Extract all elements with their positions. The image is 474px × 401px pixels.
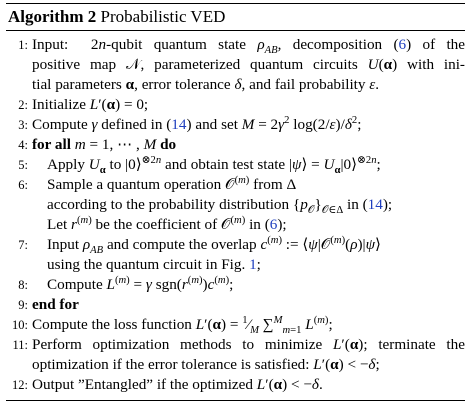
line-number: 1:	[18, 38, 28, 52]
algorithm-header	[6, 4, 465, 30]
line-text: Perform optimization methods to minimize L′(α); terminate the	[32, 336, 465, 353]
line-12	[6, 375, 465, 395]
line-text: Compute the loss function $L'(\alpha) = ^1⁄_M$ ∑$^M_{m=1}$ $L^{(m)}$;	[32, 314, 333, 337]
algorithm-label: Algorithm 2	[8, 7, 97, 26]
line-body	[32, 375, 465, 395]
line-number: 5:	[18, 158, 28, 172]
line-body	[32, 95, 465, 115]
algorithm-block	[6, 3, 465, 401]
line-text: Let $r^{(m)}$ be the coefficient of 𝒪$^{(m)}$ in (6);	[47, 214, 287, 233]
line-9	[6, 295, 465, 315]
line-text: using the quantum circuit in Fig. 1;	[47, 256, 261, 273]
line-number: 4:	[18, 138, 28, 152]
line-body	[32, 175, 465, 235]
line-number: 6:	[18, 178, 28, 192]
line-body	[32, 115, 465, 135]
line-text: positive map 𝒩, parameterized quantum circuits U(α) with ini-	[32, 56, 465, 73]
line-number: 9:	[18, 298, 28, 312]
line-11	[6, 335, 465, 375]
line-number: 2:	[18, 98, 28, 112]
line-number: 8:	[18, 278, 28, 292]
line-text: optimization if the error tolerance is satisfied: L′(α) < −δ;	[32, 356, 380, 373]
line-text: Apply $U_\alpha$ to |0⟩$^{\otimes 2n}$ and obtain test state |ψ⟩ = $U_\alpha|0⟩^{\otimes 2n}$;	[47, 154, 381, 177]
line-body	[32, 335, 465, 375]
line-body	[32, 35, 465, 95]
line-8	[6, 275, 465, 295]
line-7	[6, 235, 465, 275]
line-text: for all m = 1, ⋯ , M do	[32, 136, 177, 153]
line-number: 7:	[18, 238, 28, 252]
line-body	[32, 275, 465, 295]
line-text: Compute γ defined in (14) and set $M = 2\gamma^2$ $\log(2/\varepsilon)/\delta^2$;	[32, 114, 362, 133]
line-2	[6, 95, 465, 115]
line-number: 12:	[12, 378, 28, 392]
line-body	[32, 315, 465, 335]
line-text: Initialize L′(α) = 0;	[32, 96, 149, 113]
algorithm-title: Probabilistic VED	[100, 7, 226, 26]
header-rule	[6, 30, 465, 31]
line-10	[6, 315, 465, 335]
line-body	[32, 235, 465, 275]
line-3	[6, 115, 465, 135]
line-body	[32, 295, 465, 315]
line-number: 10:	[12, 318, 28, 332]
line-text: Sample a quantum operation 𝒪$^{(m)}$ from Δ	[47, 174, 297, 193]
line-text: Input: 2n-qubit quantum state $\rho_{AB}$, decomposition (6) of the	[32, 36, 466, 57]
line-number: 3:	[18, 118, 28, 132]
line-text: tial parameters α, error tolerance δ, and fail probability ε.	[32, 76, 380, 93]
line-1	[6, 35, 465, 95]
line-text: according to the probability distribution $\{p_𝒪\}_{𝒪\in\Delta}$ in (14);	[47, 196, 393, 217]
line-text: Output ”Entangled” if the optimized L′(α) < −δ.	[32, 376, 323, 393]
line-body	[32, 135, 465, 155]
line-text: Compute $L^{(m)} = \gamma$ $sgn(r^{(m)})c^{(m)}$;	[47, 274, 234, 293]
line-6	[6, 175, 465, 235]
line-text: Input $\rho_{AB}$ and compute the overlap $c^{(m)}$ := ⟨ψ|𝒪$^{(m)}$(ρ)|ψ⟩	[47, 234, 381, 257]
line-4	[6, 135, 465, 155]
line-body	[32, 155, 465, 175]
line-5	[6, 155, 465, 175]
algorithm-lines	[6, 35, 465, 395]
line-text: end for	[32, 296, 79, 313]
line-number: 11:	[12, 338, 28, 352]
